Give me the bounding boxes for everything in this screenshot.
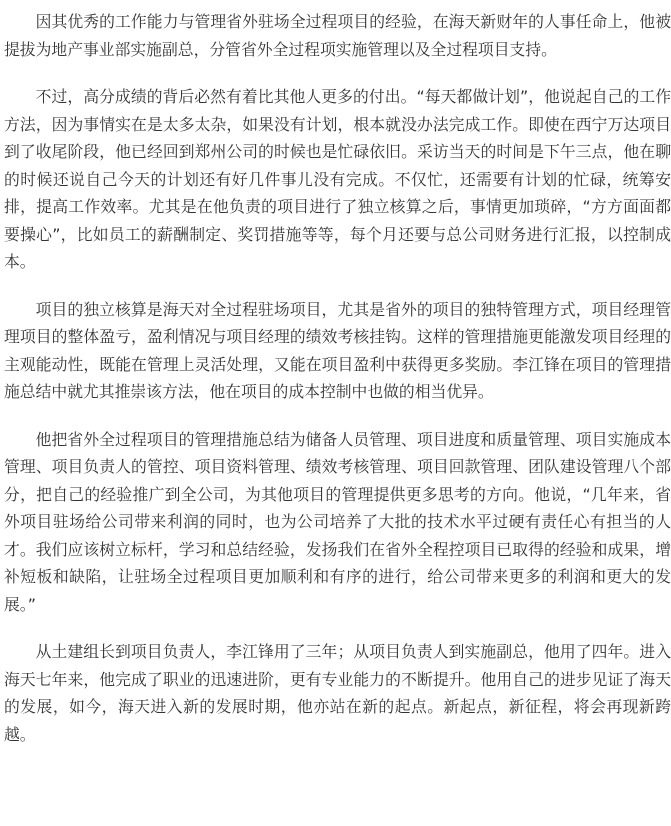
paragraph-daily-planning: 不过，高分成绩的背后必然有着比其他人更多的付出。“每天都做计划”，他说起自己的工作方法，因为事情实在是太多太杂，如果没有计划，根本就没办法完成工作。即使在西宁万达项目到了收尾阶段，他已经回到郑州公司的时候也是忙碌依旧。采访当天的时间是下午三点，他在聊的时候还说自己今天的计划还有好几件事儿没有完成。不仅忙，还需要有计划的忙碌，统筹安排，提高工作效率。尤其是在他负责的项目进行了独立核算之后，事情更加琐碎，“方方面面都要操心”，比如员工的薪酬制定、奖罚措施等等，每个月还要与总公司财务进行汇报，以控制成本。: [4, 87, 671, 271]
paragraph-career-progress: 从土建组长到项目负责人，李江锋用了三年；从项目负责人到实施副总，他用了四年。进入海天七年来，他完成了职业的迅速进阶，更有专业能力的不断提升。他用自己的进步见证了海天的发展，如今，海天进入新的发展时期，他亦站在新的起点。新起点，新征程，将会再现新跨越。: [4, 642, 671, 744]
paragraph-promotion: 因其优秀的工作能力与管理省外驻场全过程项目的经验，在海天新财年的人事任命上，他被提拔为地产事业部实施副总，分管省外全过程项实施管理以及全过程项目支持。: [4, 12, 671, 59]
paragraph-management-summary: 他把省外全过程项目的管理措施总结为储备人员管理、项目进度和质量管理、项目实施成本管理、项目负责人的管控、项目资料管理、绩效考核管理、项目回款管理、团队建设管理八个部分，把自己的经验推广到全公司，为其他项目的管理提供更多思考的方向。他说，“几年来，省外项目驻场给公司带来利润的同时，也为公司培养了大批的技术水平过硬有责任心有担当的人才。我们应该树立标杆，学习和总结经验，发扬我们在省外全程控项目已取得的经验和成果，增补短板和缺陷，让驻场全过程项目更加顺利和有序的进行，给公司带来更多的利润和更大的发展。”: [4, 429, 671, 614]
paragraph-independent-accounting: 项目的独立核算是海天对全过程驻场项目，尤其是省外的项目的独特管理方式，项目经理管理项目的整体盈亏，盈利情况与项目经理的绩效考核挂钩。这样的管理措施更能激发项目经理的主观能动性，既能在管理上灵活处理，又能在项目盈利中获得更多奖励。李江锋在项目的管理措施总结中就尤其推崇该方法，他在项目的成本控制中也做的相当优异。: [4, 299, 671, 401]
